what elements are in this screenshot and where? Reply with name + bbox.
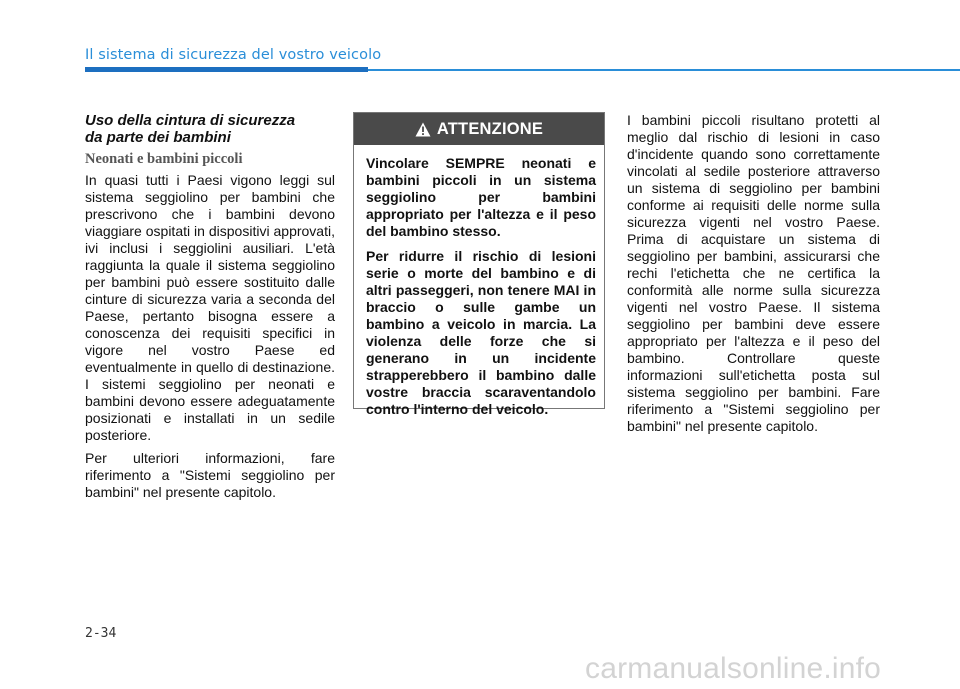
warning-paragraph-1: Vincolare SEMPRE neonati e bambini piccoli in un sistema seggiolino per bambini appropriato per l'altezza e il peso del bambino stesso.: [366, 155, 596, 239]
page-number: 2-34: [85, 626, 117, 641]
section-header-title: Il sistema di sicurezza del vostro veicolo: [85, 47, 382, 63]
left-paragraph-2: Per ulteriori informazioni, fare riferimento a "Sistemi seggiolino per bambini" nel presente capitolo.: [85, 450, 335, 500]
warning-paragraph-2: Per ridurre il rischio di lesioni serie o morte del bambino e di altri passeggeri, non tenere MAI in braccio o sulle gambe un bambino a veicolo in marcia. La violenza delle forze che si generano in un incidente strapperebbero il bambino dalle vostre braccia scaraventandolo contro l'interno del veicolo.: [366, 248, 596, 417]
left-column: [85, 112, 335, 507]
warning-header: [354, 113, 604, 145]
section-title: Uso della cintura di sicurezza da parte dei bambini: [85, 112, 296, 146]
subheading: Neonati e bambini piccoli: [85, 151, 243, 167]
warning-label: ATTENZIONE: [436, 119, 544, 138]
header-rule: [368, 69, 960, 71]
header-accent-bar: [85, 67, 368, 72]
warning-triangle-icon: [415, 122, 431, 137]
right-paragraph-1: I bambini piccoli risultano protetti al meglio dal rischio di lesioni in caso d'incidente quando sono correttamente vincolati al sedile posteriore attraverso un sistema di seggiolino per bambini conforme ai requisiti delle norme sulla sicurezza vigenti nel vostro Paese. Prima di acquistare un sistema di seggiolino per bambini, assicurarsi che rechi l'etichetta che ne certifica la conformità alle norme sulla sicurezza vigenti nel vostro Paese. Il sistema seggiolino per bambini deve essere appropriato per l'altezza e il peso del bambino. Controllare queste informazioni sull'etichetta posta sul sistema seggiolino per bambini. Fare riferimento a "Sistemi seggiolino per bambini" nel presente capitolo.: [627, 112, 880, 434]
right-column: [627, 112, 880, 441]
warning-body: [354, 145, 604, 418]
left-paragraph-1: In quasi tutti i Paesi vigono leggi sul sistema seggiolino per bambini che prescrivono che i bambini devono viaggiare ospitati in dispositivi approvati, ivi inclusi i seggiolini ausiliari. L'età raggiunta la quale il sistema seggiolino per bambini può essere sostituito dalle cinture di sicurezza varia a seconda del Paese, pertanto bisogna essere a conoscenza dei requisiti specifici in vigore nel vostro Paese ed eventualmente in quello di destinazione. I sistemi seggiolino per neonati e bambini devono essere adeguatamente posizionati e installati in un sedile posteriore.: [85, 172, 335, 443]
watermark-text: carmanualsonline.info: [585, 652, 882, 685]
warning-box: [353, 112, 605, 417]
